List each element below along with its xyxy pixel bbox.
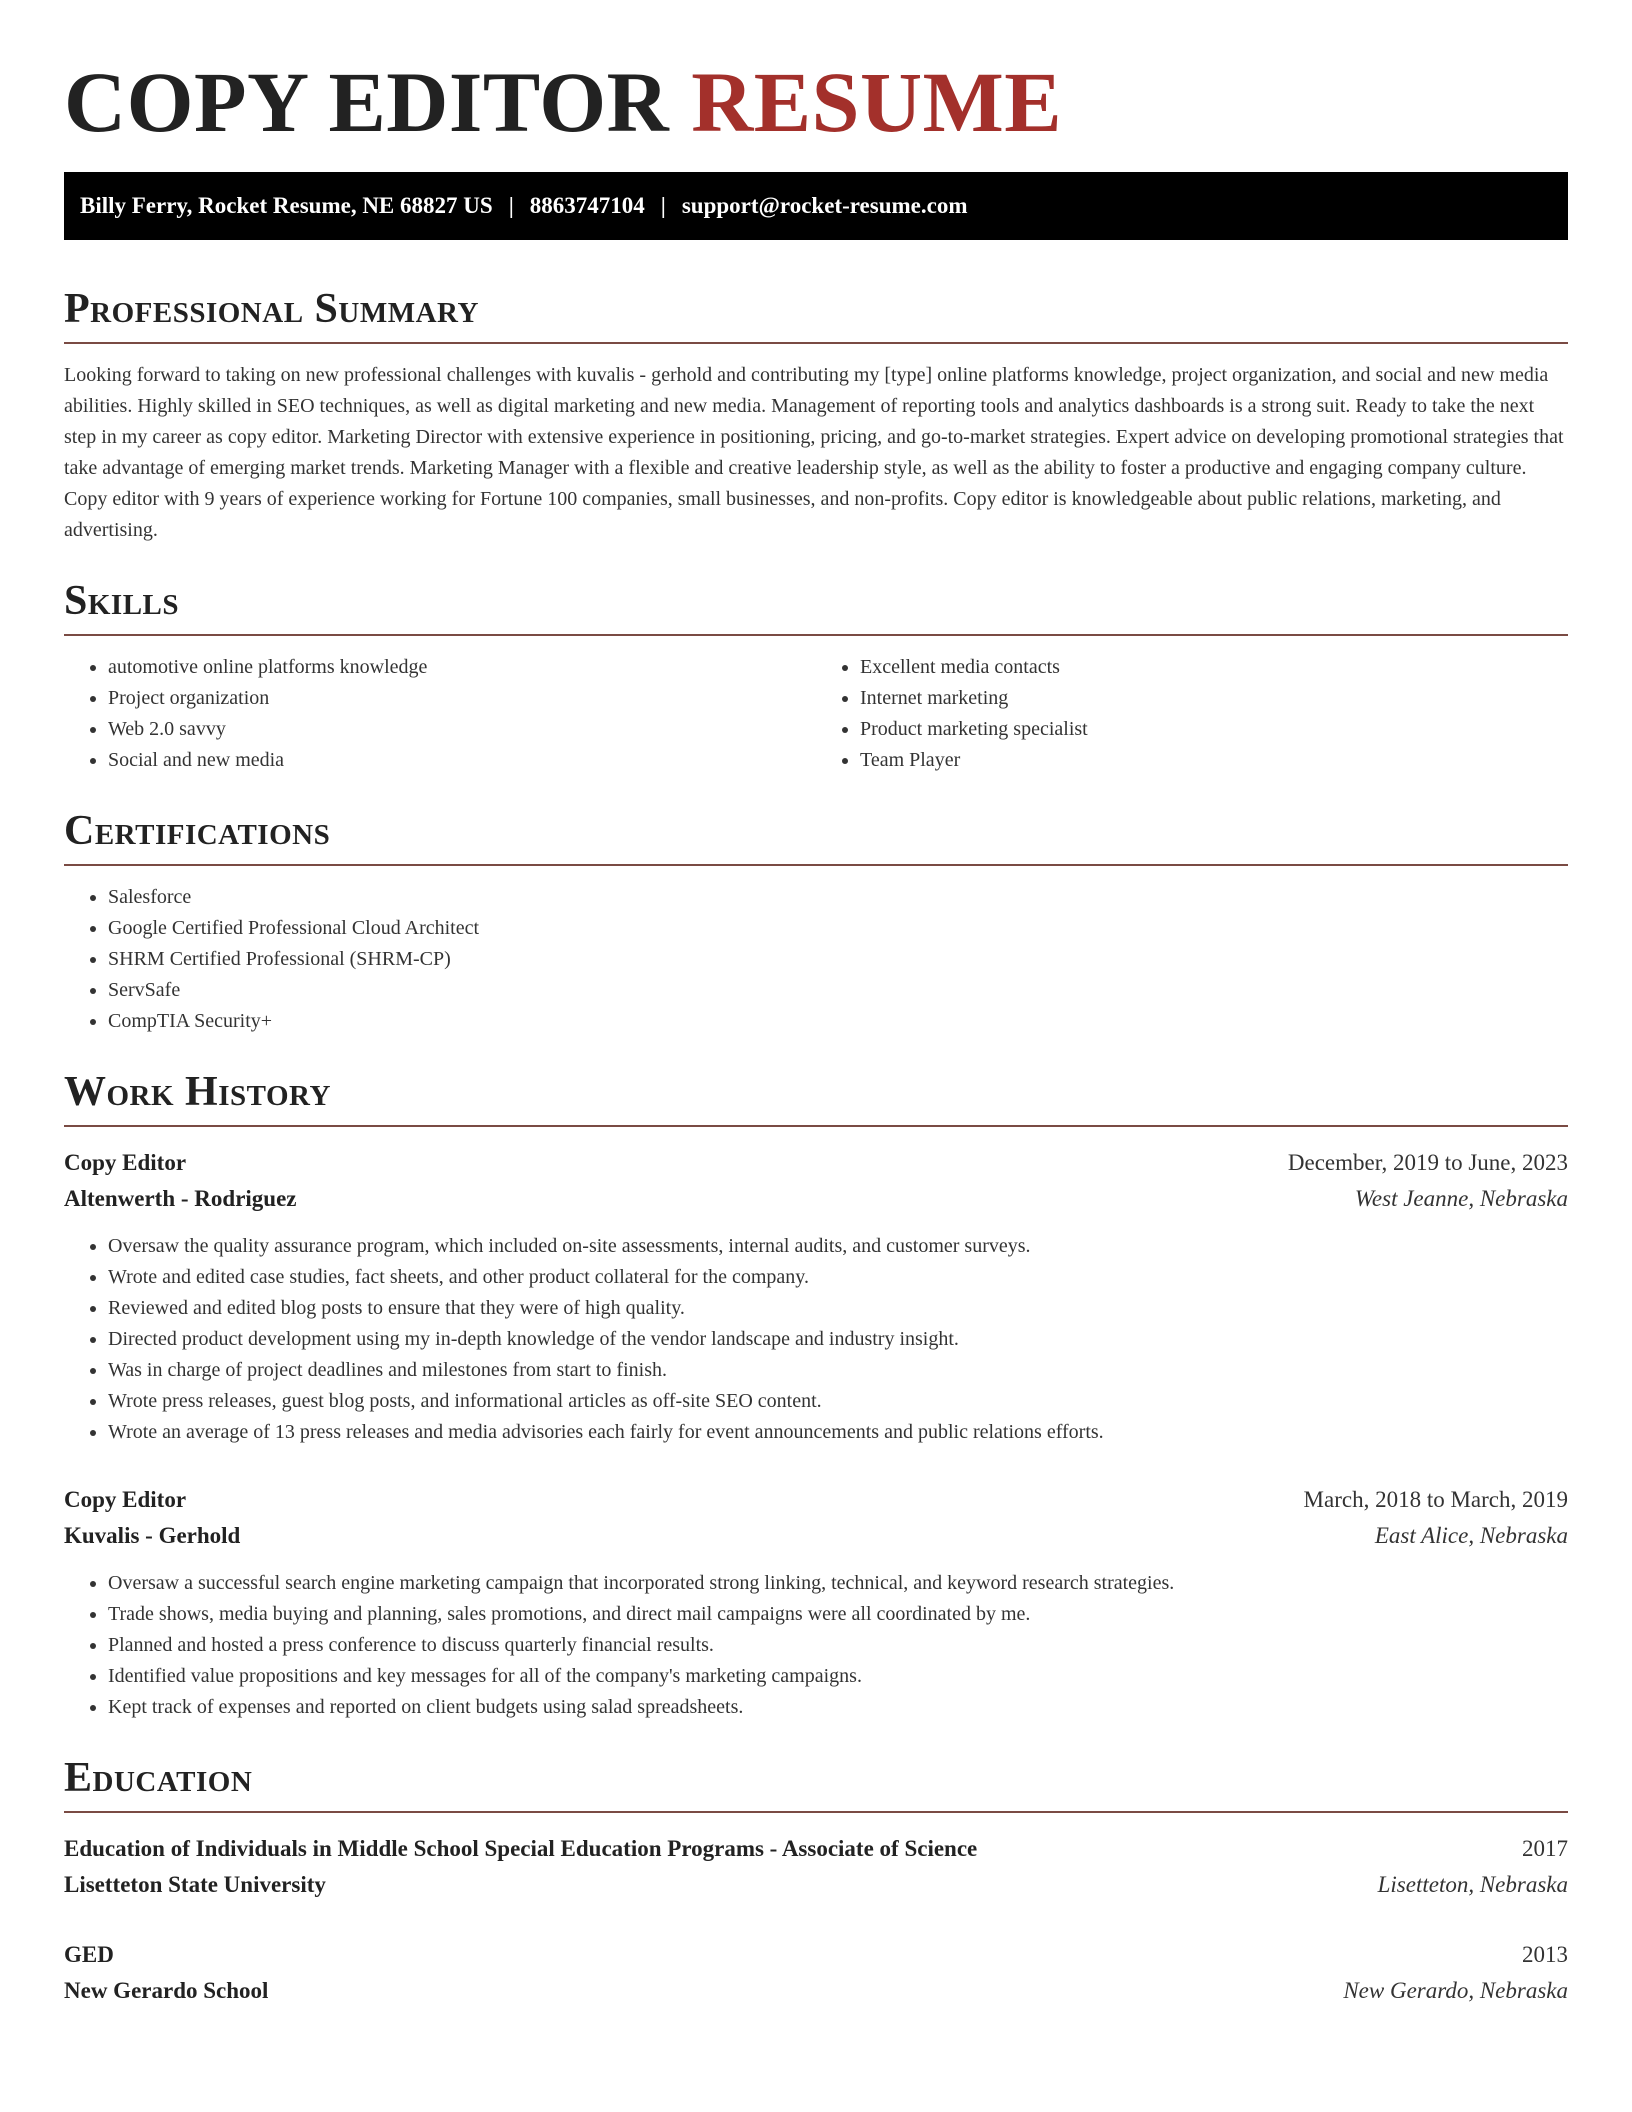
section-heading: Work History	[64, 1069, 331, 1115]
education-degree-row	[64, 1937, 1568, 1973]
job-bullet: • Kept track of expenses and reported on client budgets using salad spreadsheets.	[108, 1692, 1568, 1723]
section-divider	[64, 1125, 1568, 1127]
job-header-row	[64, 1482, 1568, 1518]
job-bullet: • Trade shows, media buying and planning, sales promotions, and direct mail campaigns were all coordinated by me.	[108, 1599, 1568, 1630]
job-company: Altenwerth - Rodriguez	[64, 1186, 297, 1211]
skills-list-left	[64, 652, 816, 776]
education-year: 2017	[1522, 1836, 1568, 1861]
job-title: Copy Editor	[64, 1487, 187, 1512]
contact-phone: 8863747104	[529, 193, 645, 218]
job-location: East Alice, Nebraska	[1374, 1523, 1568, 1548]
education-degree: GED	[64, 1942, 114, 1967]
job-dates: March, 2018 to March, 2019	[1303, 1487, 1568, 1512]
education-entry	[64, 1831, 1568, 1903]
skill-item: • Internet marketing	[860, 683, 1568, 714]
title-accent: RESUME	[691, 54, 1063, 150]
skill-item: • automotive online platforms knowledge	[108, 652, 816, 683]
skill-item: • Excellent media contacts	[860, 652, 1568, 683]
section-heading: Skills	[64, 578, 180, 624]
contact-email: support@rocket-resume.com	[681, 193, 968, 218]
education-section	[64, 1753, 1568, 2009]
skill-item: • Social and new media	[108, 745, 816, 776]
job-bullet: • Wrote press releases, guest blog posts, and informational articles as off-site SEO content.	[108, 1386, 1568, 1417]
contact-address: Billy Ferry, Rocket Resume, NE 68827 US	[80, 193, 493, 218]
job-header-row	[64, 1145, 1568, 1181]
work-history-section	[64, 1067, 1568, 1723]
job-dates: December, 2019 to June, 2023	[1287, 1150, 1568, 1175]
job-entry	[64, 1145, 1568, 1448]
contact-separator: |	[660, 193, 666, 218]
job-company-row	[64, 1518, 1568, 1554]
education-school: New Gerardo School	[64, 1978, 269, 2003]
section-heading: Education	[64, 1755, 253, 1801]
education-degree-row	[64, 1831, 1568, 1867]
job-bullet: • Wrote an average of 13 press releases and media advisories each fairly for event announcements and public relations efforts.	[108, 1417, 1568, 1448]
job-bullet: • Oversaw the quality assurance program, which included on-site assessments, internal audits, and customer surveys.	[108, 1231, 1568, 1262]
skill-item: • Web 2.0 savvy	[108, 714, 816, 745]
skills-list-right	[816, 652, 1568, 776]
resume-title	[64, 52, 1568, 152]
education-location: New Gerardo, Nebraska	[1343, 1978, 1568, 2003]
section-heading: Certifications	[64, 808, 331, 854]
education-location: Lisetteton, Nebraska	[1377, 1872, 1568, 1897]
skills-grid	[64, 636, 1568, 776]
job-company-row	[64, 1181, 1568, 1217]
certification-item: • Salesforce	[108, 882, 1568, 913]
job-bullet: • Identified value propositions and key messages for all of the company's marketing campaigns.	[108, 1661, 1568, 1692]
job-bullet: • Directed product development using my in-depth knowledge of the vendor landscape and industry insight.	[108, 1324, 1568, 1355]
title-main: COPY EDITOR	[64, 54, 670, 150]
section-divider	[64, 1811, 1568, 1813]
contact-bar	[64, 172, 1568, 240]
job-entry	[64, 1482, 1568, 1723]
job-location: West Jeanne, Nebraska	[1354, 1186, 1568, 1211]
section-divider	[64, 864, 1568, 866]
job-bullets	[64, 1231, 1568, 1448]
job-bullet: • Reviewed and edited blog posts to ensure that they were of high quality.	[108, 1293, 1568, 1324]
certifications-list	[64, 882, 1568, 1037]
job-bullets	[64, 1568, 1568, 1723]
skills-section	[64, 576, 1568, 776]
job-bullet: • Wrote and edited case studies, fact sheets, and other product collateral for the company.	[108, 1262, 1568, 1293]
education-school-row	[64, 1973, 1568, 2009]
contact-separator: |	[508, 193, 514, 218]
skill-item: • Team Player	[860, 745, 1568, 776]
job-bullet: • Was in charge of project deadlines and milestones from start to finish.	[108, 1355, 1568, 1386]
education-school-row	[64, 1867, 1568, 1903]
section-divider	[64, 342, 1568, 344]
section-heading: Professional Summary	[64, 286, 479, 332]
education-degree: Education of Individuals in Middle School Special Education Programs - Associate of Science	[64, 1836, 978, 1861]
certifications-section	[64, 806, 1568, 1037]
summary-section	[64, 284, 1568, 546]
education-year: 2013	[1522, 1942, 1568, 1967]
skill-item: • Product marketing specialist	[860, 714, 1568, 745]
job-company: Kuvalis - Gerhold	[64, 1523, 241, 1548]
job-bullet: • Planned and hosted a press conference to discuss quarterly financial results.	[108, 1630, 1568, 1661]
certification-item: • Google Certified Professional Cloud Architect	[108, 913, 1568, 944]
job-bullet: • Oversaw a successful search engine marketing campaign that incorporated strong linking, technical, and keyword research strategies.	[108, 1568, 1568, 1599]
certification-item: • ServSafe	[108, 975, 1568, 1006]
skill-item: • Project organization	[108, 683, 816, 714]
job-title: Copy Editor	[64, 1150, 187, 1175]
summary-text: Looking forward to taking on new professional challenges with kuvalis - gerhold and contributing my [type] online platforms knowledge, project organization, and social and new media abilities. Highly skilled in SEO techniques, as well as digital marketing and new media. Management of reporting tools and analytics dashboards is a strong suit. Ready to take the next step in my career as copy editor. Marketing Director with extensive experience in positioning, pricing, and go-to-market strategies. Expert advice on developing promotional strategies that take advantage of emerging market trends. Marketing Manager with a flexible and creative leadership style, as well as the ability to foster a productive and engaging company culture. Copy editor with 9 years of experience working for Fortune 100 companies, small businesses, and non-profits. Copy editor is knowledgeable about public relations, marketing, and advertising.	[64, 364, 1564, 541]
certification-item: • SHRM Certified Professional (SHRM-CP)	[108, 944, 1568, 975]
education-entry	[64, 1937, 1568, 2009]
education-school: Lisetteton State University	[64, 1872, 326, 1897]
certification-item: • CompTIA Security+	[108, 1006, 1568, 1037]
